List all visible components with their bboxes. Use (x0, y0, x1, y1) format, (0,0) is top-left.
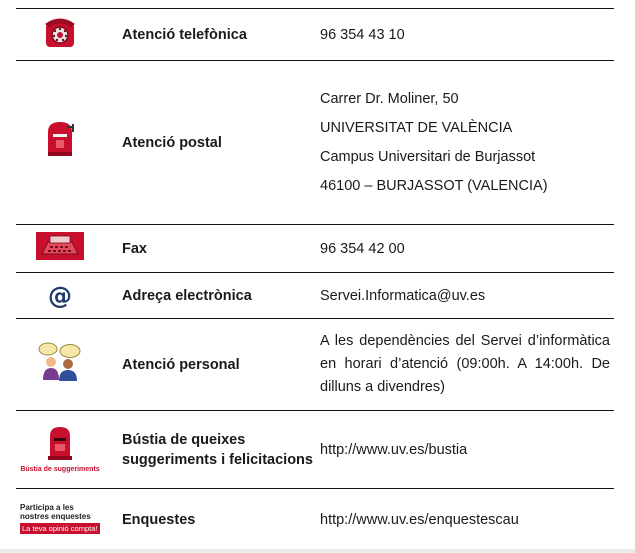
email-address[interactable]: Servei.Informatica@uv.es (320, 287, 486, 304)
surveys-link[interactable]: http://www.uv.es/enquestescau (320, 511, 519, 528)
people-chat-icon (38, 342, 82, 387)
row-fax (16, 225, 614, 273)
row-label: Atenció telefònica (122, 26, 247, 43)
suggestion-box-icon (20, 426, 99, 474)
row-suggestions (16, 411, 614, 489)
row-email (16, 273, 614, 319)
phone-number: 96 354 43 10 (320, 26, 405, 43)
row-label: Atenció personal (122, 356, 240, 373)
row-label: Enquestes (122, 511, 196, 528)
survey-banner-icon[interactable] (20, 503, 100, 534)
address-institution: UNIVERSITAT DE VALÈNCIA (320, 120, 513, 136)
at-sign-icon: @ (48, 281, 72, 310)
survey-banner-title: Participa a les nostres enquestes (20, 503, 91, 521)
row-label: Fax (122, 240, 147, 257)
row-surveys (16, 489, 614, 551)
row-label: Adreça electrònica (122, 287, 252, 304)
postal-address (320, 61, 614, 225)
fax-number: 96 354 42 00 (320, 240, 405, 257)
personal-attention-text: A les dependències del Servei d’informàtica en horari d’atenció (09:00h. A 14:00h. De dilluns a divendres) (320, 333, 610, 395)
row-label: Atenció postal (122, 134, 222, 151)
address-street: Carrer Dr. Moliner, 50 (320, 91, 459, 107)
row-postal (16, 61, 614, 225)
row-label: Bústia de queixes suggeriments i felicitacions (122, 431, 313, 468)
address-city: 46100 – BURJASSOT (VALENCIA) (320, 178, 548, 194)
mailbox-icon (45, 120, 75, 165)
fax-icon (36, 232, 84, 265)
row-telephone (16, 9, 614, 61)
survey-banner-tagline: La teva opinió compta! (20, 523, 100, 534)
suggestion-box-caption: Bústia de suggeriments (20, 465, 100, 473)
row-personal (16, 319, 614, 411)
contact-table (16, 8, 614, 551)
suggestions-link[interactable]: http://www.uv.es/bustia (320, 441, 468, 458)
address-campus: Campus Universitari de Burjassot (320, 149, 536, 165)
page-bottom-strip (0, 549, 635, 553)
telephone-icon (44, 15, 76, 54)
